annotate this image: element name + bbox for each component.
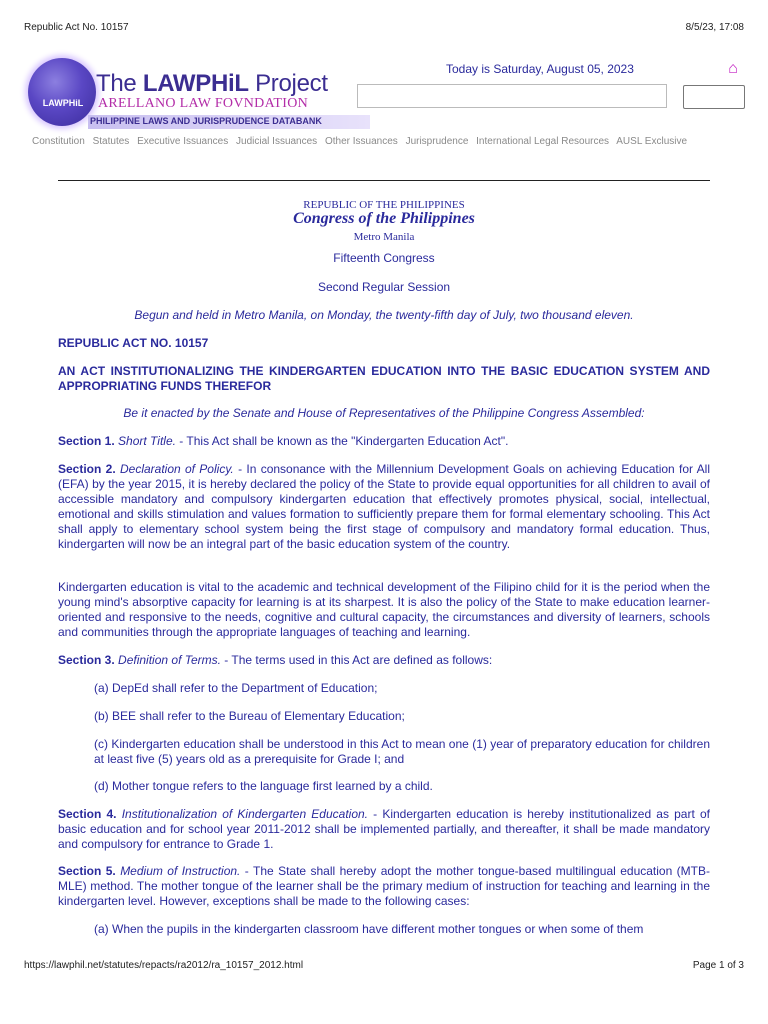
nav-jurisprudence[interactable]: Jurisprudence [405, 136, 469, 147]
nav-statutes[interactable]: Statutes [92, 136, 130, 147]
section-2-paragraph-2: Kindergarten education is vital to the academic and technical development of the Filipino child for it is the period when the young mind's absorptive capacity for learning is at its sharpest. It is also the policy of the State to make education learner-oriented and responsive to the needs, cognitive and cultural capacity, the circumstances and diversity of learners, schools and communities through the appropriate languages of teaching and learning. [58, 580, 710, 639]
doc-begun: Begun and held in Metro Manila, on Monday, the twenty-fifth day of July, two thousand eleven. [134, 308, 634, 322]
section-1: Section 1. Short Title. - This Act shall be known as the "Kindergarten Education Act". [58, 434, 509, 448]
section-3-item-c: (c) Kindergarten education shall be understood in this Act to mean one (1) year of preparatory education for children at least five (5) years old as a prerequisite for Grade I; and [94, 737, 710, 766]
nav-international-legal-resources[interactable]: International Legal Resources [476, 136, 610, 147]
section-5: Section 5. Medium of Instruction. - The State shall hereby adopt the mother tongue-based multilingual education (MTB-MLE) method. The mother tongue of the learner shall be the primary medium of instruction for teaching and learning in the kindergarten level. However, exceptions shall be made to the following cases: [58, 864, 710, 908]
section-3-item-d: (d) Mother tongue refers to the language first learned by a child. [94, 779, 433, 793]
section-3: Section 3. Definition of Terms. - The terms used in this Act are defined as follows: [58, 653, 493, 667]
logo-subtitle: ARELLANO LAW FOVNDATION [98, 96, 309, 111]
logo-band: PHILIPPINE LAWS AND JURISPRUDENCE DATABANK [88, 115, 370, 129]
search-input[interactable] [357, 84, 667, 108]
seal-icon [28, 58, 96, 126]
nav-constitution[interactable]: Constitution [32, 136, 85, 147]
section-3-item-b: (b) BEE shall refer to the Bureau of Elementary Education; [94, 709, 405, 723]
act-number: REPUBLIC ACT NO. 10157 [58, 336, 209, 350]
section-2: Section 2. Declaration of Policy. - In consonance with the Millennium Development Goals on achieving Education for All (EFA) by the year 2015, it is hereby declared the policy of the State to provide equal opportunities for all children to avail of accessible mandatory and compulsory kindergarten education that effectively promotes physical, social, intellectual, emotional and skills stimulation and values formation to sufficiently prepare them for formal elementary schooling. This Act shall apply to elementary school system being the first stage of compulsory and mandatory formal education. Thus, kindergarten will now be an integral part of the basic education system of the country. [58, 462, 711, 551]
logo-title: The LAWPHiL Project [96, 70, 328, 97]
seal-text: LAWPHiL [42, 98, 84, 108]
search-button[interactable] [683, 85, 745, 109]
nav-executive-issuances[interactable]: Executive Issuances [137, 136, 229, 147]
nav-other-issuances[interactable]: Other Issuances [324, 136, 398, 147]
print-header-datetime: 8/5/23, 17:08 [685, 22, 744, 33]
section-5-item-a: (a) When the pupils in the kindergarten classroom have different mother tongues or when some of them [94, 922, 644, 936]
divider [58, 180, 710, 181]
nav-ausl-exclusive[interactable]: AUSL Exclusive [616, 136, 688, 147]
today-date: Today is Saturday, August 05, 2023 [446, 62, 634, 76]
print-header-title: Republic Act No. 10157 [24, 22, 129, 33]
top-nav [32, 136, 692, 147]
home-icon[interactable]: ⌂ [728, 60, 738, 77]
nav-judicial-issuances[interactable]: Judicial Issuances [236, 136, 318, 147]
enacting-clause: Be it enacted by the Senate and House of Representatives of the Philippine Congress Assembled: [123, 406, 645, 420]
doc-session: Second Regular Session [317, 280, 451, 294]
doc-republic: REPUBLIC OF THE PHILIPPINES [303, 199, 465, 211]
doc-congress: Congress of the Philippines [293, 210, 475, 227]
section-3-item-a: (a) DepEd shall refer to the Department of Education; [94, 681, 378, 695]
section-4: Section 4. Institutionalization of Kindergarten Education. - Kindergarten education is hereby institutionalized as part of basic education and for school year 2011-2012 shall be implemented partially, and thereafter, it shall be made mandatory and compulsory for entrance to Grade 1. [58, 807, 710, 851]
doc-congress-no: Fifteenth Congress [333, 251, 435, 265]
print-footer-page: Page 1 of 3 [692, 960, 744, 971]
doc-city: Metro Manila [353, 231, 415, 243]
act-title: AN ACT INSTITUTIONALIZING THE KINDERGARTEN EDUCATION INTO THE BASIC EDUCATION SYSTEM AND APPROPRIATING FUNDS THEREFOR [58, 364, 710, 393]
print-footer-url: https://lawphil.net/statutes/repacts/ra2012/ra_10157_2012.html [24, 960, 304, 971]
lawphil-logo[interactable] [26, 58, 348, 130]
